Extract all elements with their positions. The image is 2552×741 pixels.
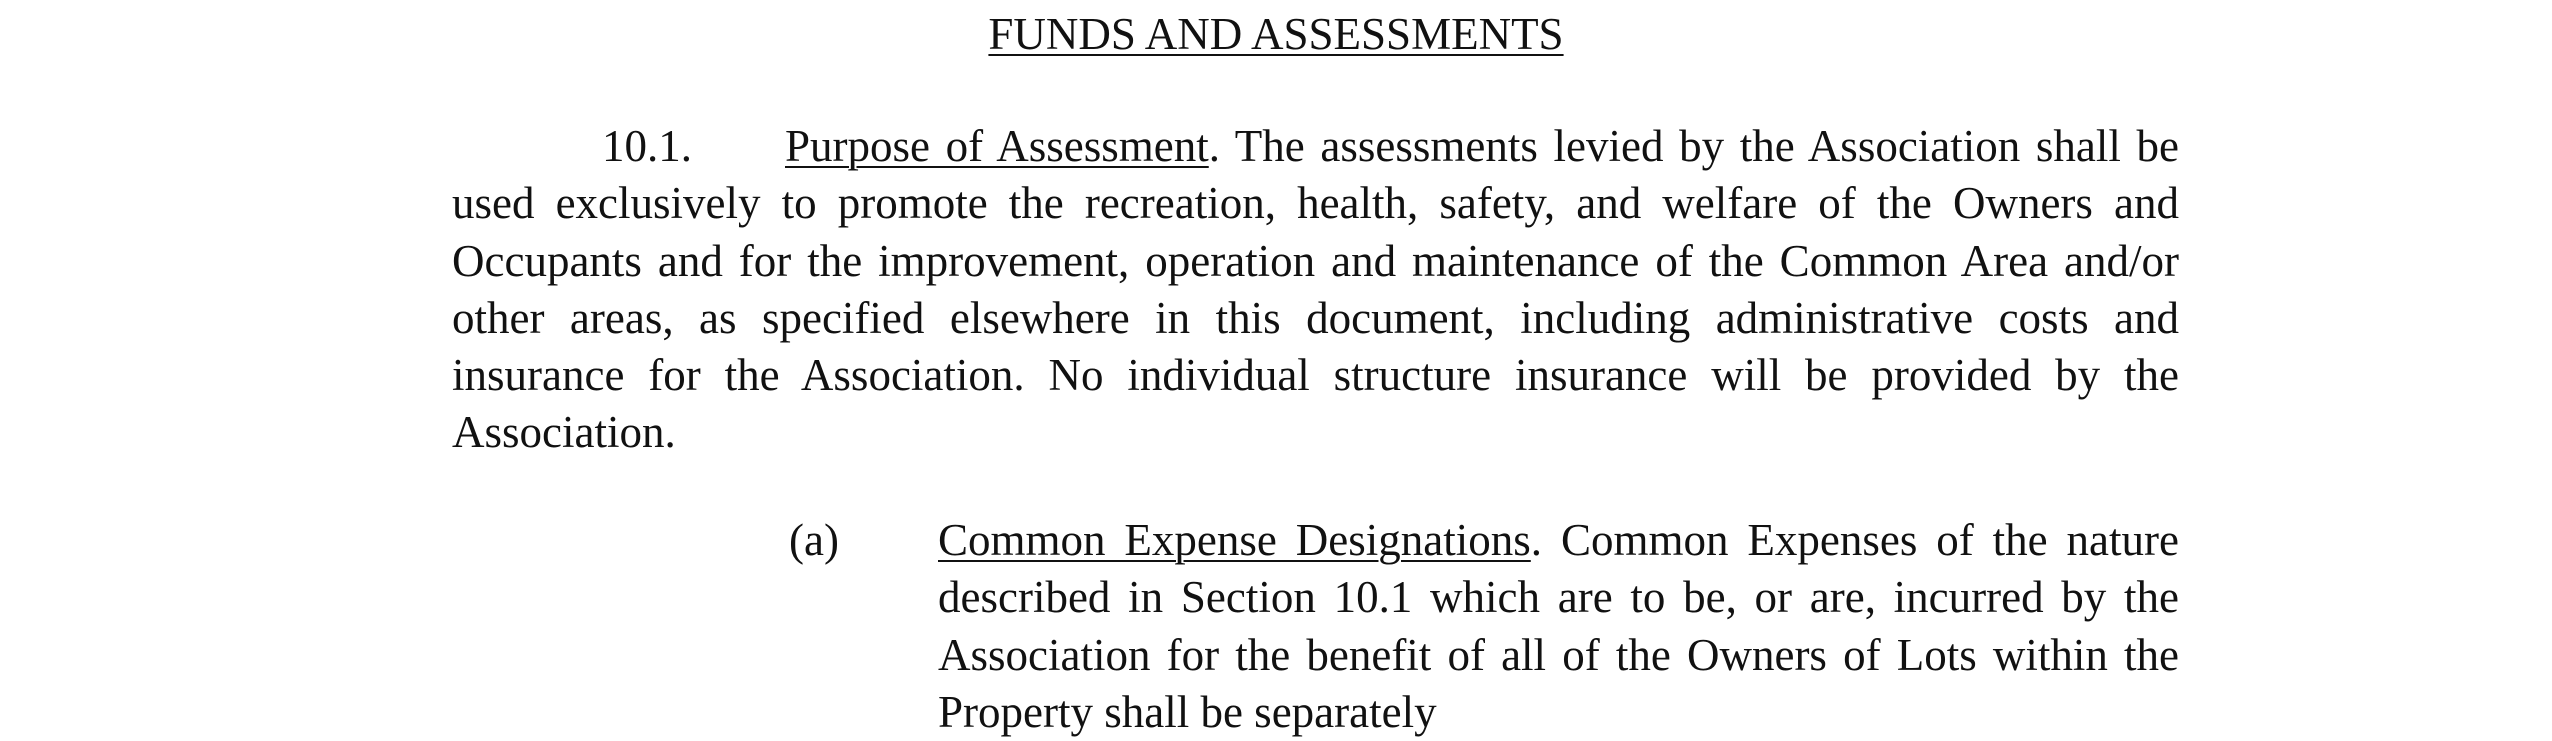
section-10-1-paragraph: [452, 118, 2179, 462]
subsection-a-title: Common Expense Designations: [938, 515, 1531, 565]
section-10-1-title: Purpose of Assessment: [785, 121, 1209, 171]
subsection-a-paragraph: [938, 512, 2179, 741]
section-heading-text: FUNDS AND ASSESSMENTS: [988, 9, 1564, 59]
subsection-a-body: . Common Expenses of the nature described in Section 10.1 which are to be, or are, incurred by the Association for the benefit of all of the Owners of Lots within the Property shall be separately: [938, 515, 2179, 737]
subsection-a-label: (a): [789, 515, 839, 565]
section-10-1-body: . The assessments levied by the Association shall be used exclusively to promote the recreation, health, safety, and welfare of the Owners and Occupants and for the improvement, operation and maintenance of the Common Area and/or other areas, as specified elsewhere in this document, including administrative costs and insurance for the Association. No individual structure insurance will be provided by the Association.: [452, 121, 2179, 458]
section-heading: [0, 6, 2552, 62]
section-10-1-number: 10.1.: [602, 121, 692, 171]
